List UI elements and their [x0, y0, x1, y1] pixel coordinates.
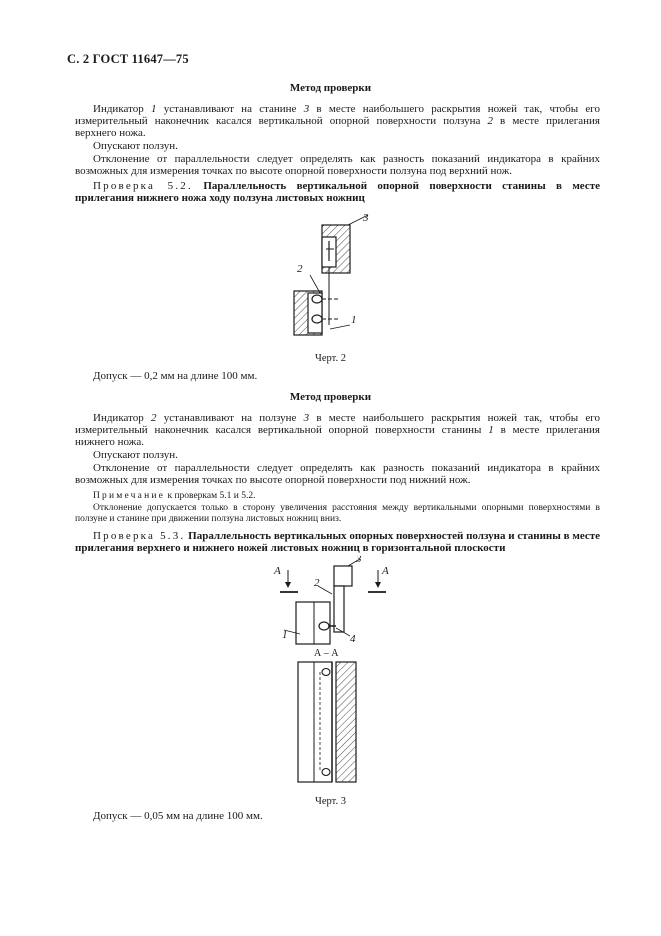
page-header: С. 2 ГОСТ 11647—75: [67, 52, 189, 66]
note-text: Отклонение допускается только в сторону увеличения расстояния между вертикальными опорными поверхностями в ползуне и станине при движении ползуна листовых ножниц вниз.: [75, 503, 600, 525]
fig3-label-4: 4: [350, 633, 356, 645]
fig3-label-a-left: A: [274, 565, 281, 577]
figure-3-drawing: [270, 556, 400, 792]
paragraph-indicator-1: Индикатор 1 устанавливают на станине 3 в месте наибольшего раскрытия ножей так, чтобы его измерительный наконечник касался вертикальной опорной поверхности ползуна 2 в месте прилегания верхнего ножа.: [75, 103, 600, 140]
check-5-3-heading: Проверка 5.3. Параллельность вертикальных опорных поверхностей ползуна и станины в месте прилегания верхнего и нижнего ножей листовых ножниц в горизонтальной плоскости: [75, 530, 600, 555]
fig3-section-label: А – А: [314, 648, 339, 659]
paragraph-deviation-1: Отклонение от параллельности следует определять как разность показаний индикатора в крайних возможных для измерения точках по высоте опорной поверхности ползуна под верхний нож.: [75, 153, 600, 178]
fig3-label-3: 3: [356, 556, 362, 565]
fig2-label-1: 1: [351, 314, 357, 326]
tolerance-1: Допуск — 0,2 мм на длине 100 мм.: [93, 370, 258, 382]
method-title-2: Метод проверки: [289, 391, 372, 403]
paragraph-indicator-2: Индикатор 2 устанавливают на ползуне 3 в месте наибольшего раскрытия ножей так, чтобы его измерительный наконечник касался вертикальной опорной поверхности станины 1 в месте прилегания нижнего ножа.: [75, 412, 600, 449]
figure-2-drawing: [280, 205, 390, 350]
figure-2-caption: Черт. 2: [315, 353, 346, 364]
method-title-1: Метод проверки: [289, 82, 372, 94]
figure-3-caption: Черт. 3: [315, 796, 346, 807]
note-heading: Примечание к проверкам 5.1 и 5.2.: [93, 491, 256, 501]
paragraph-lower-slider-1: Опускают ползун.: [93, 140, 178, 152]
paragraph-lower-slider-2: Опускают ползун.: [93, 449, 178, 461]
fig3-label-2: 2: [314, 577, 320, 589]
tolerance-2: Допуск — 0,05 мм на длине 100 мм.: [93, 810, 263, 822]
check-5-2-heading: Проверка 5.2. Параллельность вертикальной опорной поверхности станины в месте прилегания нижнего ножа ходу ползуна листовых ножниц: [75, 180, 600, 205]
paragraph-deviation-2: Отклонение от параллельности следует определять как разность показаний индикатора в крайних возможных для измерения точках по высоте опорной поверхности под нижний нож.: [75, 462, 600, 487]
fig3-label-1: 1: [282, 629, 288, 641]
fig2-label-3: 3: [363, 212, 369, 224]
fig3-label-a-right: A: [382, 565, 389, 577]
fig2-label-2: 2: [297, 263, 303, 275]
